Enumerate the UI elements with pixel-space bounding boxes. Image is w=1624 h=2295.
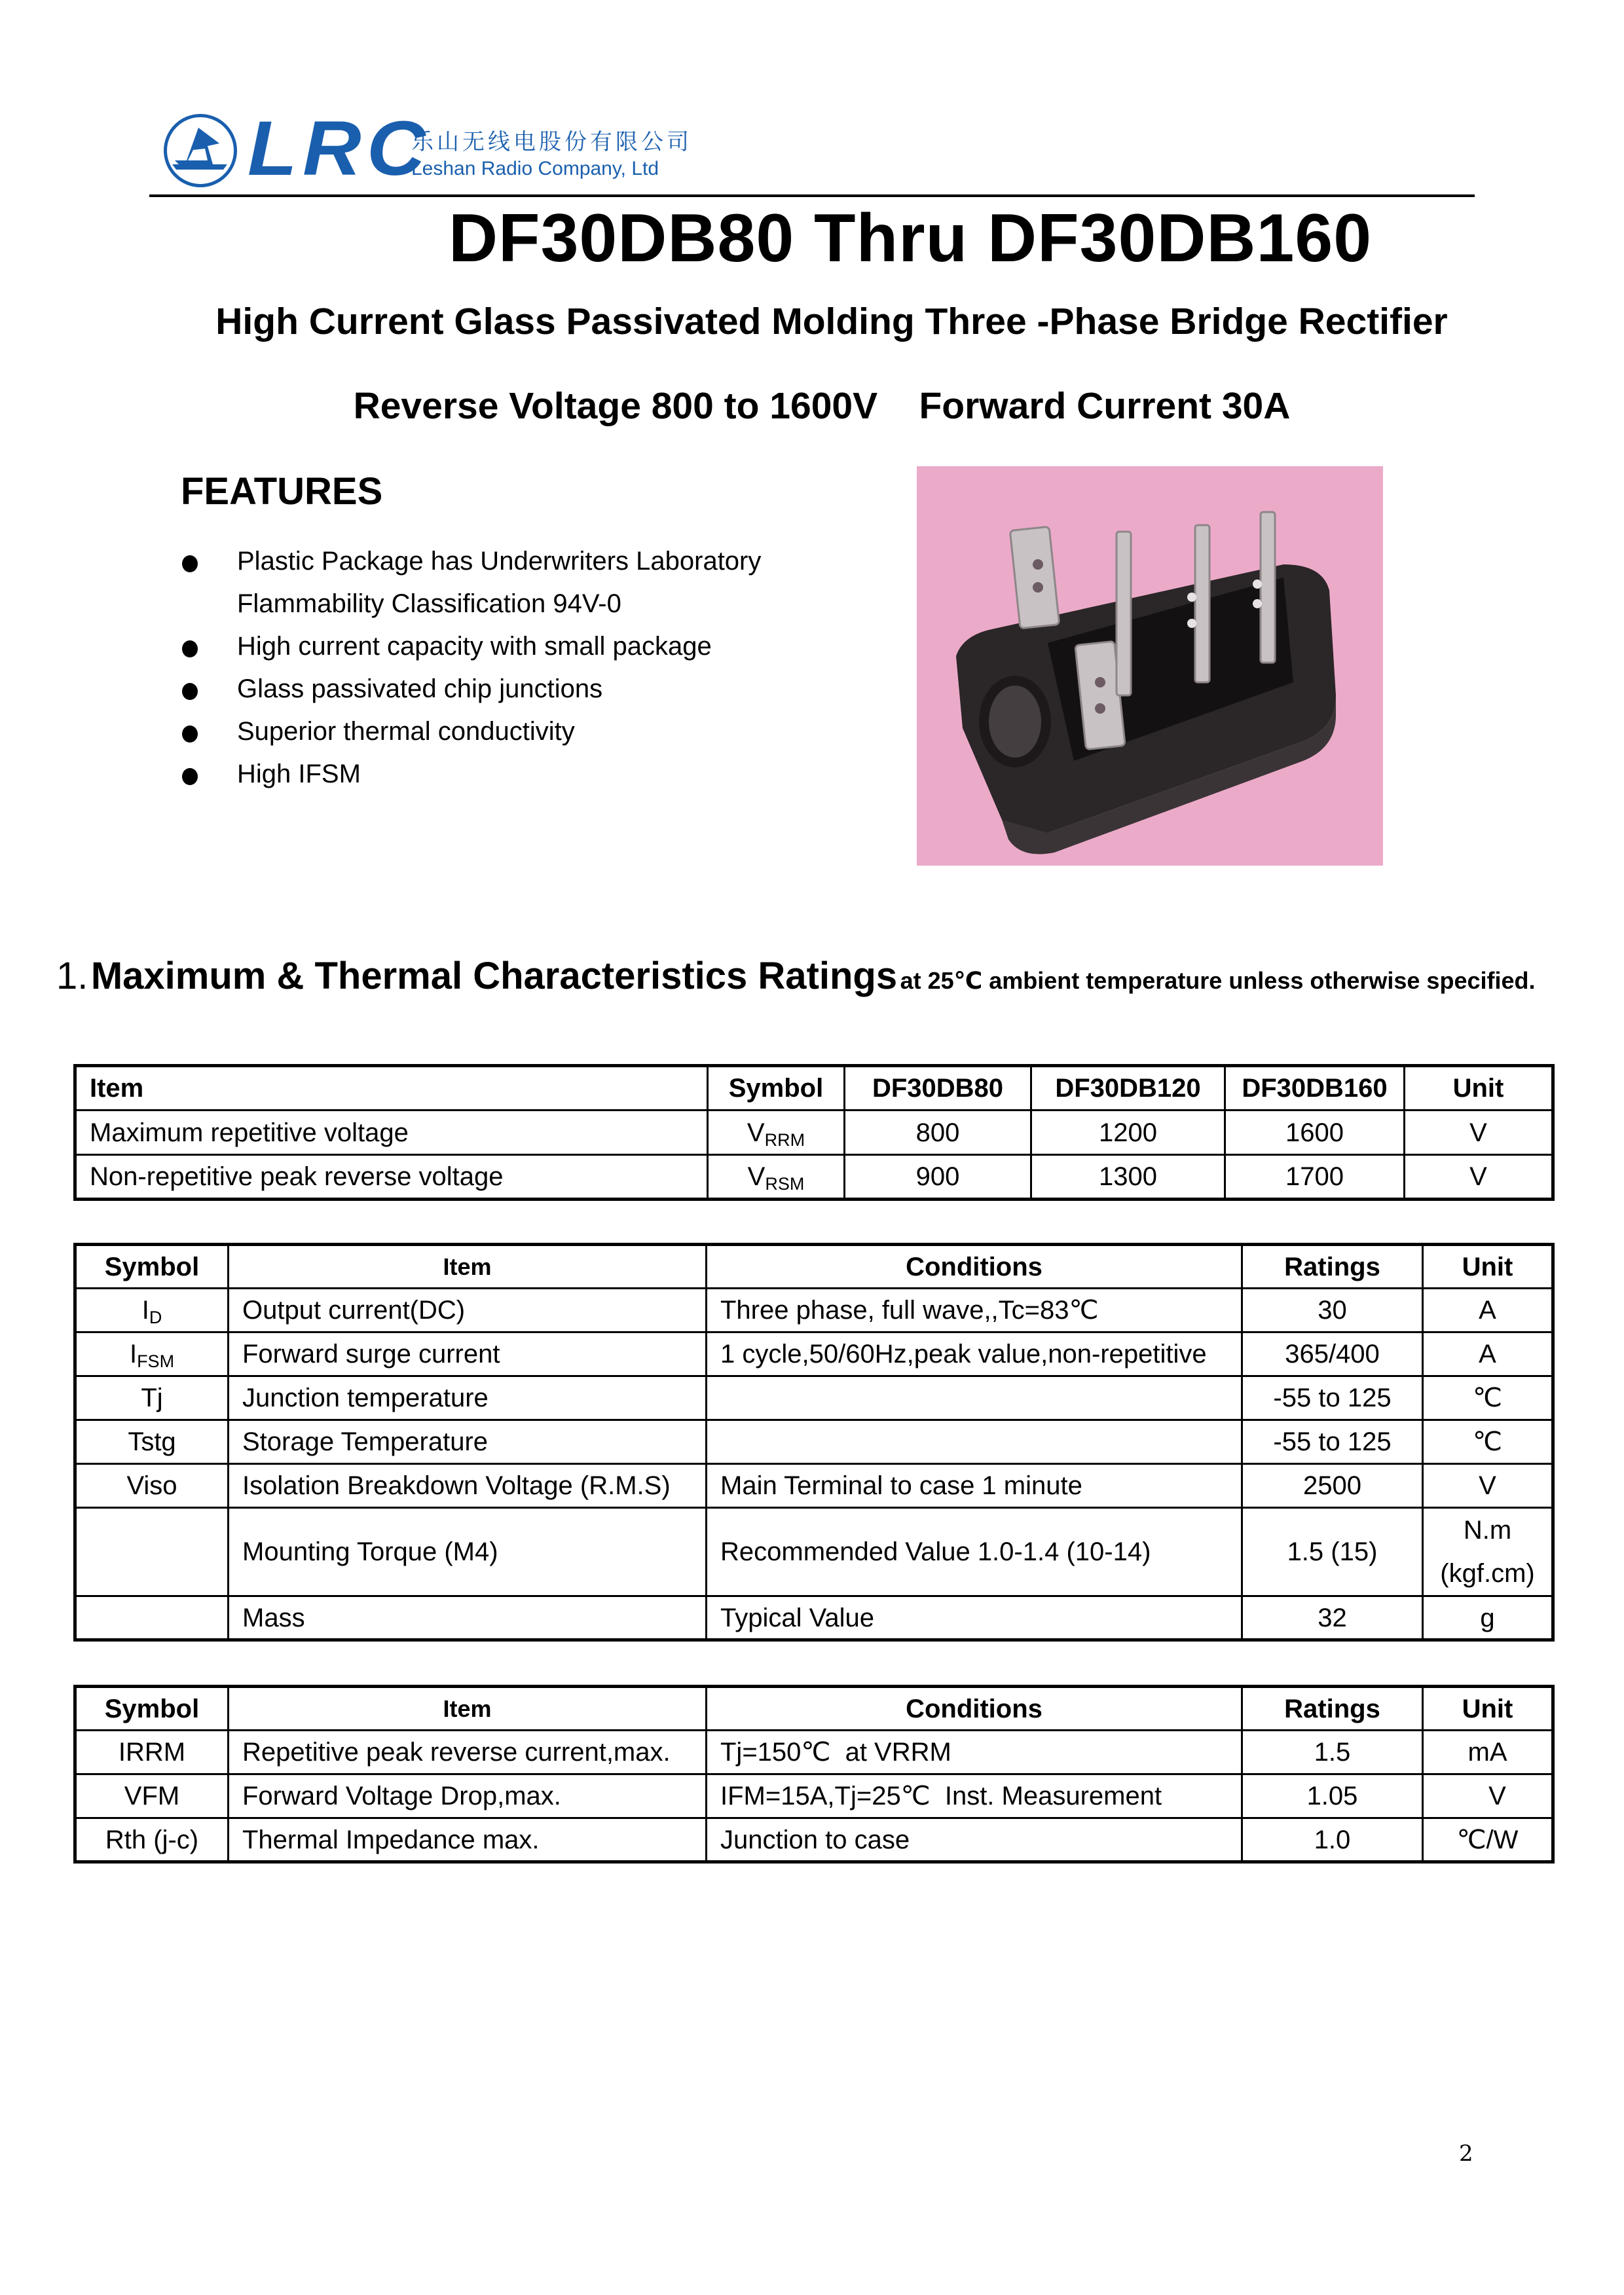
document-subtitle: High Current Glass Passivated Molding Three -Phase Bridge Rectifier xyxy=(215,301,1448,342)
feature-item-continuation xyxy=(177,583,761,625)
cell-item: Forward surge current xyxy=(229,1332,707,1376)
summary-spec-line: Reverse Voltage 800 to 1600V Forward Current 30A xyxy=(353,385,1291,427)
cell-conditions: Recommended Value 1.0-1.4 (10-14) xyxy=(707,1508,1242,1596)
table-row xyxy=(75,1731,1553,1774)
cell-unit: ℃/W xyxy=(1423,1818,1553,1862)
feature-text: High current capacity with small package xyxy=(237,632,712,661)
cell-df30db160: 1700 xyxy=(1225,1155,1405,1200)
cell-rating: -55 to 125 xyxy=(1242,1420,1423,1464)
col-header-item: Item xyxy=(75,1066,708,1111)
table-row xyxy=(75,1289,1553,1332)
cell-item: Output current(DC) xyxy=(229,1289,707,1332)
cell-unit: ℃ xyxy=(1423,1420,1553,1464)
header-divider xyxy=(149,194,1475,197)
bullet-icon xyxy=(182,725,198,743)
col-header-symbol: Symbol xyxy=(75,1245,229,1289)
cell-conditions xyxy=(707,1376,1242,1420)
cell-unit: A xyxy=(1423,1332,1553,1376)
cell-unit: g xyxy=(1423,1596,1553,1640)
feature-text: Flammability Classification 94V-0 xyxy=(237,589,621,618)
col-header-df30db160: DF30DB160 xyxy=(1225,1066,1405,1111)
cell-df30db80: 800 xyxy=(845,1111,1031,1155)
cell-item: Junction temperature xyxy=(229,1376,707,1420)
bullet-icon xyxy=(182,768,198,785)
cell-df30db160: 1600 xyxy=(1225,1111,1405,1155)
table-header-row xyxy=(75,1245,1553,1289)
cell-rating: -55 to 125 xyxy=(1242,1376,1423,1420)
table-row xyxy=(75,1332,1553,1376)
unit-line-2: (kgf.cm) xyxy=(1440,1559,1535,1588)
cell-unit: V xyxy=(1405,1155,1553,1200)
cell-conditions: IFM=15A,Tj=25℃ Inst. Measurement xyxy=(707,1774,1242,1818)
cell-conditions: Three phase, full wave,,Tc=83℃ xyxy=(707,1289,1242,1332)
feature-item xyxy=(177,753,761,796)
table-row xyxy=(75,1376,1553,1420)
table-header-row xyxy=(75,1066,1553,1111)
product-photo xyxy=(917,466,1383,866)
cell-symbol: VFM xyxy=(75,1774,229,1818)
feature-item xyxy=(177,625,761,668)
electrical-characteristics-table xyxy=(73,1685,1555,1864)
section-number: 1. xyxy=(56,955,88,997)
col-header-item: Item xyxy=(229,1687,707,1731)
cell-symbol: Tj xyxy=(75,1376,229,1420)
cell-symbol xyxy=(75,1508,229,1596)
bullet-icon xyxy=(182,640,198,657)
logo-triangle-icon xyxy=(167,117,234,184)
cell-unit: V xyxy=(1405,1111,1553,1155)
col-header-unit: Unit xyxy=(1423,1687,1553,1731)
col-header-conditions: Conditions xyxy=(707,1687,1242,1731)
cell-symbol: Viso xyxy=(75,1464,229,1508)
cell-unit: V xyxy=(1423,1464,1553,1508)
feature-text: Glass passivated chip junctions xyxy=(237,674,603,703)
feature-text: Superior thermal conductivity xyxy=(237,717,575,746)
cell-item: Repetitive peak reverse current,max. xyxy=(229,1731,707,1774)
cell-symbol xyxy=(75,1289,229,1332)
cell-symbol: Rth (j-c) xyxy=(75,1818,229,1862)
col-header-ratings: Ratings xyxy=(1242,1245,1423,1289)
cell-unit: ℃ xyxy=(1423,1376,1553,1420)
cell-unit xyxy=(1423,1508,1553,1596)
cell-rating: 1.5 xyxy=(1242,1731,1423,1774)
cell-unit: A xyxy=(1423,1289,1553,1332)
cell-item: Forward Voltage Drop,max. xyxy=(229,1774,707,1818)
feature-item xyxy=(177,710,761,753)
cell-df30db80: 900 xyxy=(845,1155,1031,1200)
logo-emblem-icon xyxy=(164,114,237,187)
table-row xyxy=(75,1420,1553,1464)
cell-symbol xyxy=(75,1596,229,1640)
col-header-unit: Unit xyxy=(1423,1245,1553,1289)
symbol-main: I xyxy=(129,1340,138,1368)
col-header-unit: Unit xyxy=(1405,1066,1553,1111)
table-row xyxy=(75,1818,1553,1862)
cell-unit: V xyxy=(1423,1774,1553,1818)
voltage-ratings-table xyxy=(73,1064,1555,1201)
cell-item: Maximum repetitive voltage xyxy=(75,1111,708,1155)
logo-wordmark: LRC xyxy=(248,105,431,192)
section-heading xyxy=(56,957,1536,995)
cell-conditions: Typical Value xyxy=(707,1596,1242,1640)
symbol-main: V xyxy=(747,1162,766,1191)
feature-text: Plastic Package has Underwriters Laboratory xyxy=(237,547,762,576)
cell-unit: mA xyxy=(1423,1731,1553,1774)
col-header-symbol: Symbol xyxy=(75,1687,229,1731)
col-header-symbol: Symbol xyxy=(708,1066,845,1111)
bullet-icon xyxy=(182,555,198,572)
cell-rating: 1.5 (15) xyxy=(1242,1508,1423,1596)
table-row xyxy=(75,1596,1553,1640)
col-header-ratings: Ratings xyxy=(1242,1687,1423,1731)
symbol-subscript: FSM xyxy=(137,1351,175,1371)
table-row xyxy=(75,1774,1553,1818)
cell-df30db120: 1200 xyxy=(1031,1111,1225,1155)
cell-rating: 1.05 xyxy=(1242,1774,1423,1818)
cell-rating: 32 xyxy=(1242,1596,1423,1640)
rectifier-module-illustration xyxy=(917,466,1383,866)
symbol-subscript: D xyxy=(149,1308,162,1327)
symbol-subscript: RSM xyxy=(765,1174,805,1194)
section-title: Maximum & Thermal Characteristics Ratings xyxy=(90,955,898,997)
cell-rating: 365/400 xyxy=(1242,1332,1423,1376)
company-name-english: Leshan Radio Company, Ltd xyxy=(411,158,659,179)
cell-rating: 1.0 xyxy=(1242,1818,1423,1862)
cell-conditions xyxy=(707,1420,1242,1464)
cell-rating: 2500 xyxy=(1242,1464,1423,1508)
cell-symbol: IRRM xyxy=(75,1731,229,1774)
cell-symbol: Tstg xyxy=(75,1420,229,1464)
cell-conditions: Main Terminal to case 1 minute xyxy=(707,1464,1242,1508)
unit-line-1: N.m xyxy=(1463,1516,1512,1545)
feature-item xyxy=(177,540,761,583)
col-header-df30db120: DF30DB120 xyxy=(1031,1066,1225,1111)
cell-symbol xyxy=(708,1111,845,1155)
feature-item xyxy=(177,668,761,710)
symbol-main: I xyxy=(141,1296,149,1325)
cell-item: Isolation Breakdown Voltage (R.M.S) xyxy=(229,1464,707,1508)
table-row xyxy=(75,1508,1553,1596)
max-ratings-table xyxy=(73,1243,1555,1642)
bullet-icon xyxy=(182,683,198,700)
feature-text: High IFSM xyxy=(237,760,361,788)
document-title: DF30DB80 Thru DF30DB160 xyxy=(448,200,1373,276)
cell-item: Storage Temperature xyxy=(229,1420,707,1464)
table-header-row xyxy=(75,1687,1553,1731)
table-row xyxy=(75,1111,1553,1155)
features-list xyxy=(177,540,761,796)
col-header-conditions: Conditions xyxy=(707,1245,1242,1289)
table-row xyxy=(75,1464,1553,1508)
cell-item: Non-repetitive peak reverse voltage xyxy=(75,1155,708,1200)
cell-conditions: 1 cycle,50/60Hz,peak value,non-repetitive xyxy=(707,1332,1242,1376)
symbol-subscript: RRM xyxy=(764,1129,805,1150)
company-name-chinese: 乐山无线电股份有限公司 xyxy=(411,129,692,155)
cell-conditions: Tj=150℃ at VRRM xyxy=(707,1731,1242,1774)
table-row xyxy=(75,1155,1553,1200)
section-note: at 25℃ ambient temperature unless otherwise specified. xyxy=(900,967,1536,994)
cell-item: Mass xyxy=(229,1596,707,1640)
symbol-main: V xyxy=(747,1118,765,1147)
cell-symbol xyxy=(708,1155,845,1200)
page-number: 2 xyxy=(1459,2140,1473,2167)
cell-item: Mounting Torque (M4) xyxy=(229,1508,707,1596)
features-heading: FEATURES xyxy=(181,470,383,513)
col-header-item: Item xyxy=(229,1245,707,1289)
col-header-df30db80: DF30DB80 xyxy=(845,1066,1031,1111)
cell-item: Thermal Impedance max. xyxy=(229,1818,707,1862)
cell-df30db120: 1300 xyxy=(1031,1155,1225,1200)
cell-conditions: Junction to case xyxy=(707,1818,1242,1862)
cell-rating: 30 xyxy=(1242,1289,1423,1332)
cell-symbol xyxy=(75,1332,229,1376)
